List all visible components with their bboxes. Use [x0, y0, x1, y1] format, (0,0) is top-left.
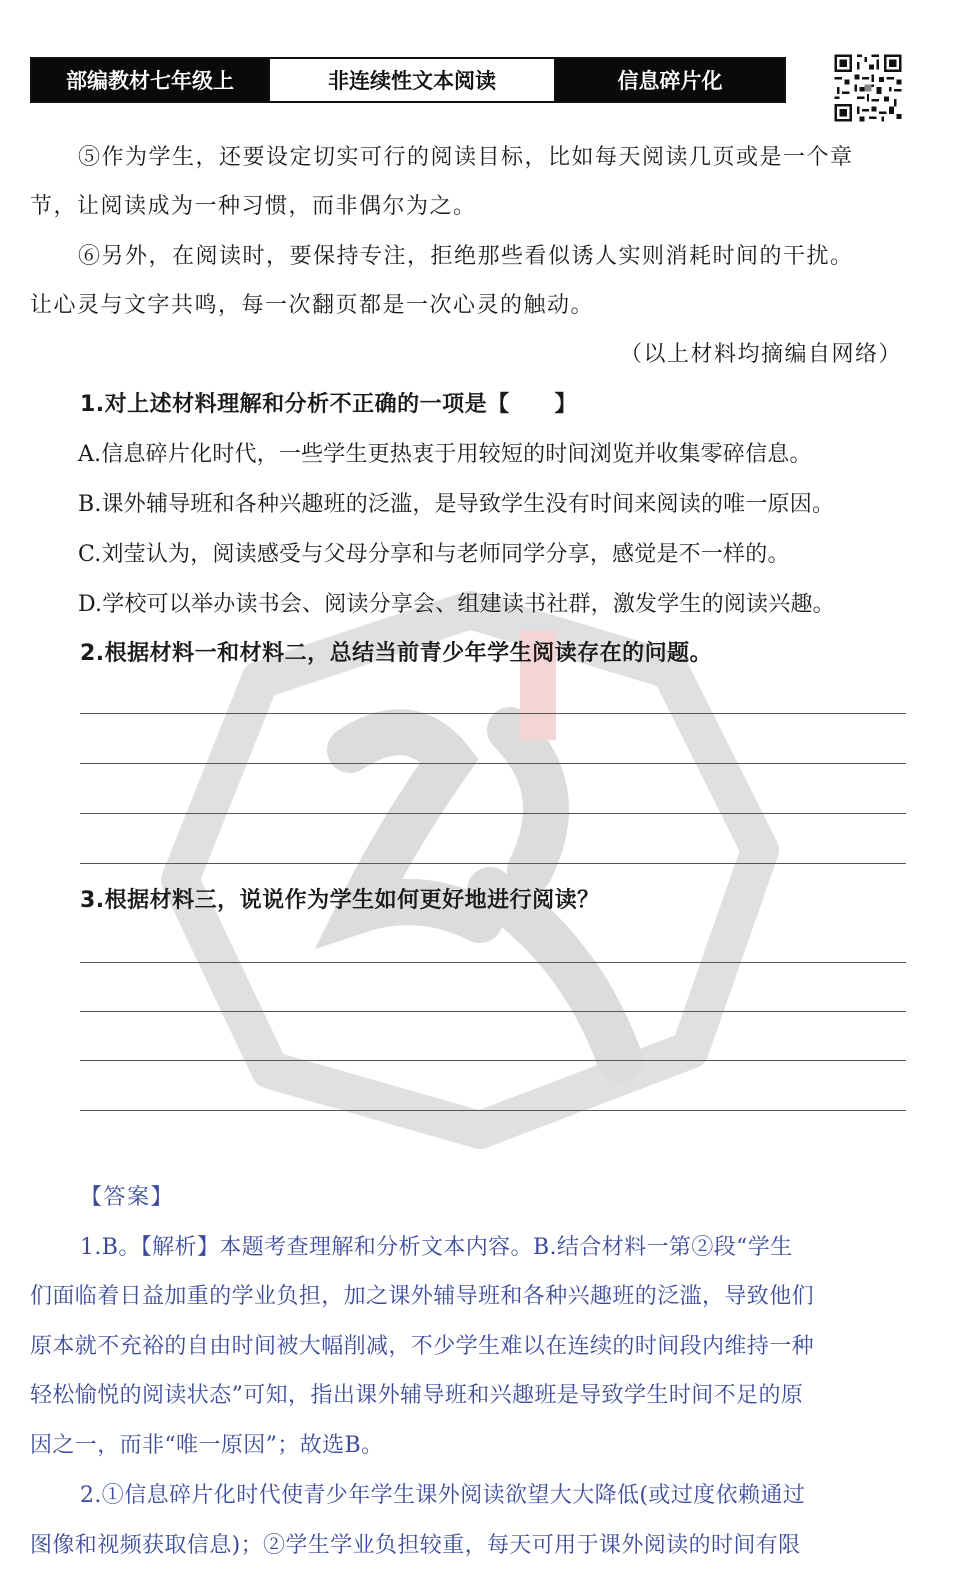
header-grade: 部编教材七年级上	[32, 59, 268, 101]
paragraph-5-line-2: 节，让阅读成为一种习惯，而非偶尔为之。	[30, 194, 477, 219]
answer-line[interactable]	[80, 1011, 906, 1012]
option-c: C.刘莹认为，阅读感受与父母分享和与老师同学分享，感觉是不一样的。	[78, 542, 790, 567]
watermark-seal-icon	[150, 590, 790, 1150]
paragraph-6-line-1: ⑥另外，在阅读时，要保持专注，拒绝那些看似诱人实则消耗时间的干扰。	[78, 244, 854, 269]
header-subtopic: 信息碎片化	[556, 59, 784, 101]
answer-line-text: 因之一，而非“唯一原因”；故选B。	[30, 1433, 384, 1458]
answer-line-text: 图像和视频获取信息)；②学生学业负担较重，每天可用于课外阅读的时间有限	[30, 1533, 801, 1558]
answer-line[interactable]	[80, 1060, 906, 1061]
answer-line[interactable]	[80, 763, 906, 764]
option-b: B.课外辅导班和各种兴趣班的泛滥，是导致学生没有时间来阅读的唯一原因。	[78, 492, 835, 517]
paragraph-6-line-2: 让心灵与文字共鸣，每一次翻页都是一次心灵的触动。	[30, 293, 595, 318]
answer-line-text: 轻松愉悦的阅读状态”可知，指出课外辅导班和兴趣班是导致学生时间不足的原	[30, 1383, 804, 1408]
question-2: 2.根据材料一和材料二，总结当前青少年学生阅读存在的问题。	[80, 641, 713, 666]
option-a: A.信息碎片化时代，一些学生更热衷于用较短的时间浏览并收集零碎信息。	[78, 442, 812, 467]
answer-line[interactable]	[80, 1110, 906, 1111]
answer-line[interactable]	[80, 962, 906, 963]
answer-line-text: 们面临着日益加重的学业负担，加之课外辅导班和各种兴趣班的泛滥，导致他们	[30, 1284, 815, 1309]
answer-line-text: 原本就不充裕的自由时间被大幅削减，不少学生难以在连续的时间段内维持一种	[30, 1334, 815, 1359]
option-d: D.学校可以举办读书会、阅读分享会、组建读书社群，激发学生的阅读兴趣。	[78, 592, 835, 617]
answer-line[interactable]	[80, 713, 906, 714]
answer-heading: 【答案】	[80, 1185, 175, 1210]
qr-code-icon	[832, 52, 904, 124]
header-bar	[30, 57, 786, 103]
answer-line-text: 2.①信息碎片化时代使青少年学生课外阅读欲望大大降低(或过度依赖通过	[80, 1483, 806, 1508]
answer-line[interactable]	[80, 863, 906, 864]
paragraph-5-line-1: ⑤作为学生，还要设定切实可行的阅读目标，比如每天阅读几页或是一个章	[78, 145, 854, 170]
question-1: 1.对上述材料理解和分析不正确的一项是【 】	[80, 392, 578, 417]
question-3: 3.根据材料三，说说作为学生如何更好地进行阅读？	[80, 888, 600, 913]
source-note: （以上材料均摘编自网络）	[619, 342, 902, 367]
answer-line[interactable]	[80, 813, 906, 814]
answer-line-text: 1.B。【解析】本题考查理解和分析文本内容。B.结合材料一第②段“学生	[80, 1235, 793, 1260]
header-topic: 非连续性文本阅读	[268, 59, 556, 101]
